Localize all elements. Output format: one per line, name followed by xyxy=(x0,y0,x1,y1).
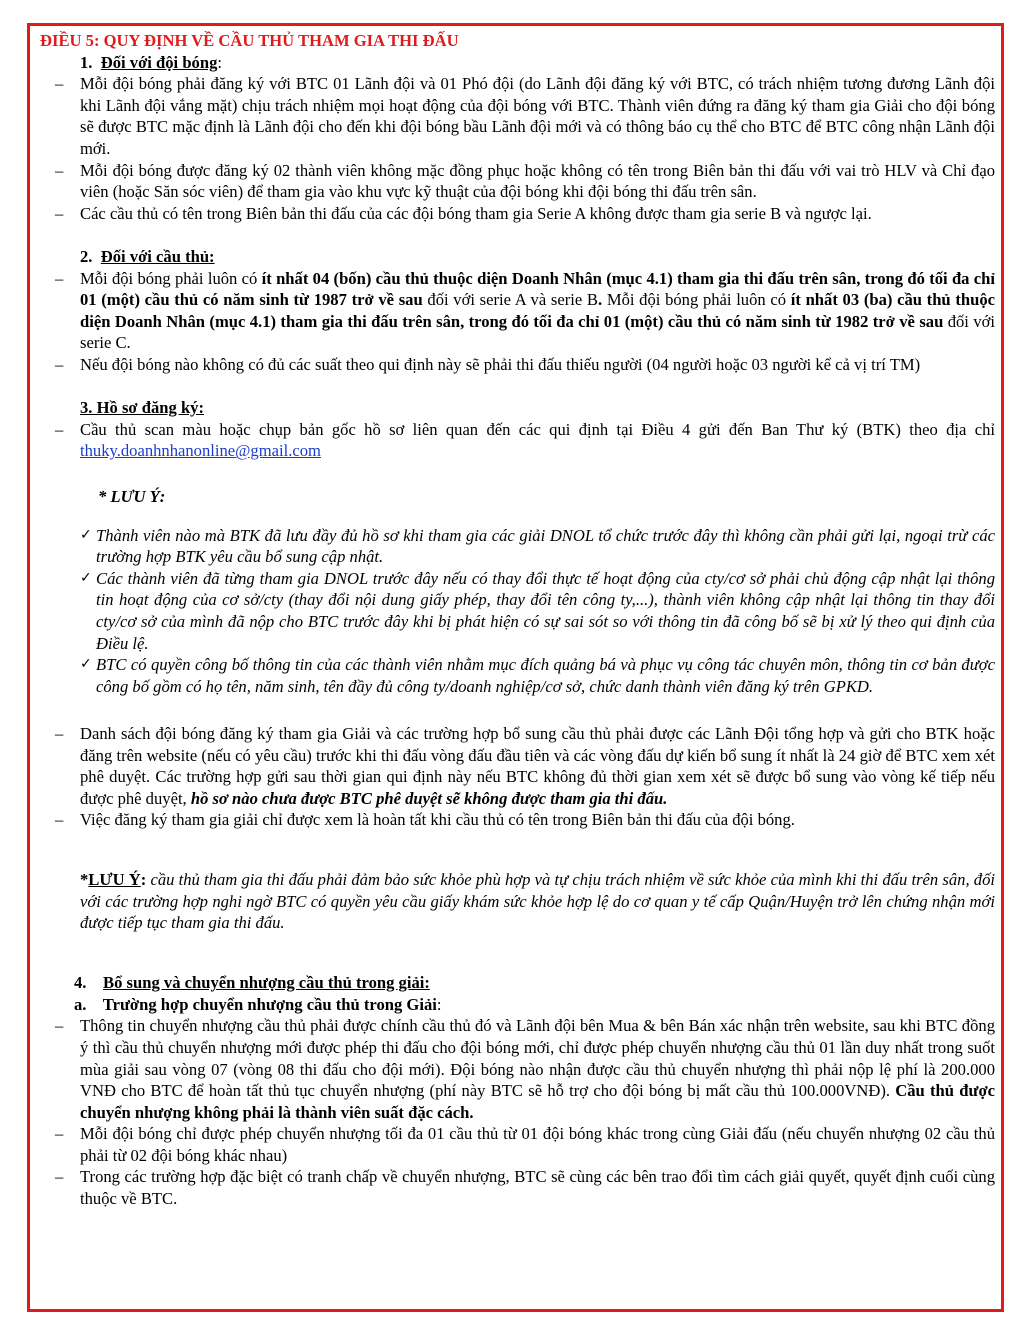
check-item xyxy=(40,568,995,654)
check-item xyxy=(40,654,995,697)
item-text: Các cầu thủ có tên trong Biên bản thi đấu của các đội bóng tham gia Serie A không được tham gia serie B và ngược lại. xyxy=(80,203,872,223)
checkmark-icon: ✓ xyxy=(80,569,92,586)
item-text: Mỗi đội bóng phải luôn có xyxy=(80,268,262,288)
item-text: Thông tin chuyển nhượng cầu thủ phải được chính cầu thủ đó và Lãnh đội bên Mua & bên Bán xác nhận trên website, sau khi BTC đồng ý thì cầu thủ chuyển nhượng mới được phép thi đấu cho đội bóng mới, chỉ được phép chuyển nhượng cầu thủ 01 lần duy nhất trong suốt mùa giải sau vòng 07 (vòng 08 thi đấu cho đội mới). Đội bóng nào nhận được cầu thủ chuyển nhượng thì phải nộp lệ phí là 200.000 VNĐ cho BTC để hoàn tất thủ tục chuyển nhượng (phí này BTC sẽ hỗ trợ cho đội bóng bị mất cầu thủ 100.000VNĐ). xyxy=(80,1016,995,1101)
subsection-a-heading xyxy=(74,994,995,1016)
check-item xyxy=(40,525,995,568)
section-1-heading xyxy=(80,52,995,74)
subsection-a-letter: a. xyxy=(74,994,87,1014)
item-bold-text: Cầu thủ được chuyển nhượng không phải là thành viên suất đặc cách. xyxy=(80,1081,995,1122)
item-text: Nếu đội bóng nào không có đủ các suất theo qui định này sẽ phải thi đấu thiếu người (04 người hoặc 03 người kể cả vị trí TM) xyxy=(80,354,921,374)
check-text: BTC có quyền công bố thông tin của các thành viên nhằm mục đích quảng bá và phục vụ công tác chuyên môn, thông tin cơ bản được công bố gồm có họ tên, năm sinh, tên đầy đủ công ty/doanh nghiệp/cơ sở, chức danh thành viên đăng ký trên GPKD. xyxy=(96,655,995,696)
dash-bullet: – xyxy=(55,1016,64,1036)
list-item xyxy=(40,1166,995,1209)
section-1-number: 1. xyxy=(80,52,93,72)
item-text: Mỗi đội bóng chỉ được phép chuyển nhượng tối đa 01 cầu thủ từ 01 đội bóng khác trong cùng Giải đấu (nếu chuyển nhượng 02 cầu thủ phải từ 02 đội bóng khác nhau) xyxy=(80,1124,995,1165)
checkmark-icon: ✓ xyxy=(80,526,92,543)
dash-bullet: – xyxy=(55,354,64,374)
list-item xyxy=(40,73,995,159)
section-1-colon: : xyxy=(217,52,222,72)
dash-bullet: – xyxy=(55,268,64,288)
dash-bullet: – xyxy=(55,810,64,830)
item-text: Mỗi đội bóng phải luôn có xyxy=(602,290,791,310)
section-4-number: 4. xyxy=(74,973,87,993)
check-text: Các thành viên đã từng tham gia DNOL trước đây nếu có thay đổi thực tế hoạt động của cty/cơ sở phải chủ động cập nhật lại thông tin hoạt động của cơ sở/cty (thay đổi nội dung giấy phép, thay đổi tên công ty,...), thành viên không cập nhật lại thông tin thay đổi cty/cơ sở của mình đã nộp cho BTC trước đây khi bị phát hiện có sự sai sót so với thông tin đã công bố sẽ bị xử lý theo qui định của Điều lệ. xyxy=(96,568,995,653)
item-text: Mỗi đội bóng được đăng ký 02 thành viên không mặc đồng phục hoặc không có tên trong Biên bản thi đấu với vai trò HLV và Chỉ đạo viên (hoặc Săn sóc viên) để tham gia vào khu vực kỹ thuật của đội bóng khi đội bóng thi đấu trên sân. xyxy=(80,160,995,202)
dash-bullet: – xyxy=(55,419,64,439)
item-text: Việc đăng ký tham gia giải chỉ được xem là hoàn tất khi cầu thủ có tên trong Biên bản thi đấu của đội bóng. xyxy=(80,810,795,830)
list-item xyxy=(40,1015,995,1123)
list-item xyxy=(40,354,995,376)
dash-bullet: – xyxy=(55,1124,64,1144)
item-bold-text: ít nhất 04 (bốn) cầu thủ thuộc diện Doanh Nhân (mục 4.1) tham gia thi đấu trên sân, trong đó tối đa chỉ 01 (một) cầu thủ có năm sinh từ 1987 trở về sau xyxy=(80,268,995,310)
list-item xyxy=(40,419,995,462)
subsection-a-colon: : xyxy=(436,994,442,1014)
article-title: ĐIỀU 5: QUY ĐỊNH VỀ CẦU THỦ THAM GIA THI ĐẤU xyxy=(40,31,459,50)
list-item xyxy=(40,723,995,809)
document-body xyxy=(40,30,995,1210)
list-item xyxy=(40,160,995,203)
note-colon: : xyxy=(140,870,147,890)
note-star: * xyxy=(80,870,89,890)
list-item xyxy=(40,809,995,831)
checkmark-icon: ✓ xyxy=(80,656,92,673)
section-2-title: Đối với cầu thủ: xyxy=(100,246,215,266)
section-4-title: Bổ sung và chuyển nhượng cầu thủ trong giải: xyxy=(103,973,430,993)
section-2-heading xyxy=(80,246,995,268)
item-text: Cầu thủ scan màu hoặc chụp bản gốc hồ sơ liên quan đến các qui định tại Điều 4 gửi đến Ban Thư ký (BTK) theo địa chỉ xyxy=(80,419,995,439)
note-title: * LƯU Ý: xyxy=(98,487,166,507)
item-text: đối với serie C. xyxy=(80,311,996,353)
list-item xyxy=(40,203,995,225)
item-bold-text: . xyxy=(597,290,603,310)
list-item xyxy=(40,1123,995,1166)
item-text: Trong các trường hợp đặc biệt có tranh chấp về chuyển nhượng, BTC sẽ cùng các bên trao đổi tìm cách giải quyết, quyết định cuối cùng thuộc về BTC. xyxy=(80,1167,995,1209)
section-2-number: 2. xyxy=(80,246,93,266)
list-item xyxy=(40,268,995,354)
dash-bullet: – xyxy=(55,74,64,94)
item-text: Mỗi đội bóng phải đăng ký với BTC 01 Lãnh đội và 01 Phó đội (do Lãnh đội đăng ký với BTC, có trách nhiệm tương đương Lãnh đội khi Lãnh đội vắng mặt) chịu trách nhiệm mọi hoạt động của đội bóng với BTC. Thành viên đứng ra đăng ký tham gia Giải cho đội bóng sẽ được BTC mặc định là Lãnh đội cho đến khi đội bóng bầu Lãnh đội mới và có thông báo cụ thể cho BTC để BTC công nhận Lãnh đội mới. xyxy=(80,74,995,158)
dash-bullet: – xyxy=(55,724,64,743)
dash-bullet: – xyxy=(55,1167,64,1187)
section-1-title: Đối với đội bóng xyxy=(100,52,218,72)
email-link[interactable]: thuky.doanhnhanonline@gmail.com xyxy=(80,441,321,461)
item-text: Danh sách đội bóng đăng ký tham gia Giải và các trường hợp bổ sung cầu thủ phải được các Lãnh Đội tổng hợp và gửi cho BTK hoặc đăng trên website (nếu có yêu cầu) trước khi thi đấu vòng đấu đầu tiên và các vòng đấu dự kiến bổ sung ít nhất là 24 giờ để BTC xem xét phê duyệt. Các trường hợp gửi sau thời gian qui định này nếu BTC không đủ thời gian xem xét sẽ được bổ sung vào vòng kế tiếp nếu được phê duyệt, xyxy=(80,724,995,808)
dash-bullet: – xyxy=(55,160,64,180)
item-bold-italic-text: hồ sơ nào chưa được BTC phê duyệt sẽ không được tham gia thi đấu. xyxy=(190,788,668,808)
note-text: cầu thủ tham gia thi đấu phải đảm bảo sức khỏe phù hợp và tự chịu trách nhiệm về sức khỏe của mình khi thi đấu trên sân, đối với các trường hợp nghi ngờ BTC có quyền yêu cầu giấy khám sức khỏe hợp lệ do cơ quan y tế cấp Quận/Huyện trở lên chứng nhận mới được tiếp tục tham gia thi đấu. xyxy=(80,870,995,933)
section-3-heading: 3. Hồ sơ đăng ký: xyxy=(80,398,204,418)
dash-bullet: – xyxy=(55,203,64,223)
health-note xyxy=(80,869,995,934)
section-4-heading xyxy=(74,972,995,994)
item-bold-text: ít nhất 03 (ba) cầu thủ thuộc diện Doanh Nhân (mục 4.1) tham gia thi đấu trên sân, trong đó tối đa chỉ 01 (một) cầu thủ có năm sinh từ 1982 trở về sau xyxy=(80,290,996,331)
item-text: đối với serie A và serie B xyxy=(422,290,598,310)
check-text: Thành viên nào mà BTK đã lưu đầy đủ hồ sơ khi tham gia các giải DNOL tổ chức trước đây thì không cần phải gửi lại, ngoại trừ các trường hợp BTK yêu cầu bổ sung cập nhật. xyxy=(96,525,995,567)
note-label: LƯU Ý xyxy=(88,870,141,890)
subsection-a-title: Trường hợp chuyển nhượng cầu thủ trong Giải xyxy=(102,994,437,1014)
